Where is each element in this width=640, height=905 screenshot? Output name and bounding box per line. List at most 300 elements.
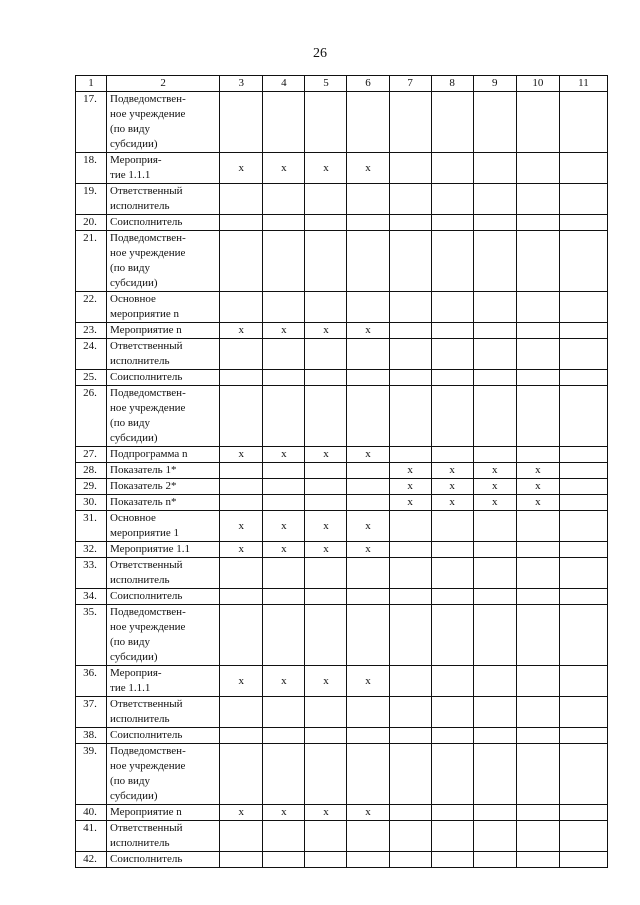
value-cell xyxy=(431,92,473,153)
value-cell: x xyxy=(347,153,389,184)
value-cell xyxy=(263,558,305,589)
value-cell xyxy=(431,511,473,542)
table-row xyxy=(76,92,608,153)
row-number: 36. xyxy=(76,666,107,697)
value-cell xyxy=(347,292,389,323)
table-row xyxy=(76,479,608,495)
value-cell xyxy=(220,215,263,231)
value-cell: x xyxy=(473,479,516,495)
value-cell xyxy=(473,542,516,558)
value-cell xyxy=(263,697,305,728)
column-header: 6 xyxy=(347,76,389,92)
value-cell xyxy=(559,511,607,542)
value-cell xyxy=(516,821,559,852)
value-cell: x xyxy=(305,666,347,697)
value-cell xyxy=(559,231,607,292)
row-name: Мероприя- тие 1.1.1 xyxy=(107,153,220,184)
value-cell xyxy=(431,852,473,868)
column-header: 9 xyxy=(473,76,516,92)
value-cell xyxy=(389,697,431,728)
row-number: 30. xyxy=(76,495,107,511)
row-name: Показатель 2* xyxy=(107,479,220,495)
table-body xyxy=(76,76,608,868)
value-cell xyxy=(431,605,473,666)
row-name: Показатель 1* xyxy=(107,463,220,479)
row-number: 24. xyxy=(76,339,107,370)
table-row xyxy=(76,292,608,323)
value-cell: x xyxy=(305,323,347,339)
value-cell xyxy=(389,728,431,744)
value-cell: x xyxy=(263,447,305,463)
column-header: 7 xyxy=(389,76,431,92)
value-cell xyxy=(473,805,516,821)
value-cell: x xyxy=(220,805,263,821)
value-cell: x xyxy=(389,495,431,511)
value-cell xyxy=(347,463,389,479)
value-cell xyxy=(305,339,347,370)
value-cell: x xyxy=(389,479,431,495)
value-cell xyxy=(305,231,347,292)
table-row xyxy=(76,231,608,292)
value-cell xyxy=(220,558,263,589)
value-cell xyxy=(473,728,516,744)
row-number: 29. xyxy=(76,479,107,495)
table-row xyxy=(76,323,608,339)
table-row xyxy=(76,589,608,605)
value-cell xyxy=(559,852,607,868)
value-cell xyxy=(473,511,516,542)
value-cell xyxy=(263,370,305,386)
value-cell xyxy=(263,479,305,495)
value-cell xyxy=(389,339,431,370)
value-cell xyxy=(347,215,389,231)
row-number: 21. xyxy=(76,231,107,292)
row-number: 27. xyxy=(76,447,107,463)
value-cell xyxy=(263,215,305,231)
column-header: 11 xyxy=(559,76,607,92)
header-row xyxy=(76,76,608,92)
row-number: 23. xyxy=(76,323,107,339)
value-cell xyxy=(559,744,607,805)
row-name: Подведомствен- ное учреждение (по виду субсидии) xyxy=(107,231,220,292)
row-number: 41. xyxy=(76,821,107,852)
table-row xyxy=(76,184,608,215)
value-cell xyxy=(347,479,389,495)
value-cell xyxy=(347,728,389,744)
value-cell xyxy=(263,495,305,511)
value-cell: x xyxy=(263,153,305,184)
value-cell xyxy=(431,589,473,605)
table-row xyxy=(76,852,608,868)
value-cell xyxy=(389,542,431,558)
value-cell xyxy=(473,292,516,323)
value-cell xyxy=(516,184,559,215)
row-name: Соисполнитель xyxy=(107,852,220,868)
row-name: Ответственный исполнитель xyxy=(107,184,220,215)
value-cell xyxy=(559,386,607,447)
column-header: 5 xyxy=(305,76,347,92)
table-row xyxy=(76,728,608,744)
value-cell xyxy=(473,744,516,805)
column-header: 10 xyxy=(516,76,559,92)
value-cell xyxy=(559,153,607,184)
table-row xyxy=(76,339,608,370)
value-cell xyxy=(559,589,607,605)
value-cell xyxy=(305,697,347,728)
row-name: Подведомствен- ное учреждение (по виду субсидии) xyxy=(107,386,220,447)
table-row xyxy=(76,447,608,463)
value-cell xyxy=(305,463,347,479)
value-cell xyxy=(263,386,305,447)
row-name: Подведомствен- ное учреждение (по виду субсидии) xyxy=(107,744,220,805)
value-cell xyxy=(559,697,607,728)
value-cell xyxy=(473,215,516,231)
value-cell xyxy=(431,386,473,447)
value-cell xyxy=(305,589,347,605)
table-row xyxy=(76,666,608,697)
value-cell xyxy=(516,744,559,805)
value-cell xyxy=(559,370,607,386)
row-number: 40. xyxy=(76,805,107,821)
row-name: Соисполнитель xyxy=(107,370,220,386)
value-cell: x xyxy=(347,447,389,463)
value-cell xyxy=(516,852,559,868)
table-row xyxy=(76,744,608,805)
row-number: 38. xyxy=(76,728,107,744)
value-cell xyxy=(516,589,559,605)
value-cell xyxy=(431,697,473,728)
row-number: 19. xyxy=(76,184,107,215)
column-header: 1 xyxy=(76,76,107,92)
value-cell xyxy=(431,447,473,463)
value-cell xyxy=(559,558,607,589)
value-cell: x xyxy=(220,153,263,184)
value-cell xyxy=(559,292,607,323)
value-cell xyxy=(220,728,263,744)
value-cell xyxy=(347,184,389,215)
row-number: 33. xyxy=(76,558,107,589)
value-cell xyxy=(473,339,516,370)
value-cell xyxy=(220,495,263,511)
value-cell xyxy=(305,495,347,511)
value-cell xyxy=(516,697,559,728)
value-cell xyxy=(431,292,473,323)
value-cell xyxy=(389,821,431,852)
value-cell xyxy=(559,666,607,697)
value-cell xyxy=(305,370,347,386)
value-cell: x xyxy=(220,542,263,558)
value-cell xyxy=(473,821,516,852)
table-row xyxy=(76,558,608,589)
table-row xyxy=(76,821,608,852)
row-name: Подпрограмма n xyxy=(107,447,220,463)
value-cell: x xyxy=(263,666,305,697)
value-cell xyxy=(431,184,473,215)
table-row xyxy=(76,215,608,231)
row-name: Подведомствен- ное учреждение (по виду субсидии) xyxy=(107,92,220,153)
value-cell xyxy=(559,728,607,744)
value-cell xyxy=(305,184,347,215)
value-cell xyxy=(347,697,389,728)
value-cell xyxy=(263,463,305,479)
value-cell xyxy=(516,558,559,589)
row-name: Основное мероприятие 1 xyxy=(107,511,220,542)
row-name: Мероприятие n xyxy=(107,805,220,821)
value-cell xyxy=(305,852,347,868)
value-cell: x xyxy=(516,463,559,479)
value-cell xyxy=(431,153,473,184)
value-cell xyxy=(431,542,473,558)
value-cell xyxy=(559,479,607,495)
value-cell xyxy=(516,153,559,184)
value-cell: x xyxy=(347,666,389,697)
value-cell xyxy=(516,605,559,666)
value-cell xyxy=(305,479,347,495)
row-number: 17. xyxy=(76,92,107,153)
value-cell xyxy=(347,589,389,605)
value-cell: x xyxy=(305,511,347,542)
value-cell xyxy=(516,511,559,542)
value-cell: x xyxy=(347,805,389,821)
value-cell xyxy=(473,184,516,215)
row-number: 37. xyxy=(76,697,107,728)
column-header: 3 xyxy=(220,76,263,92)
value-cell xyxy=(389,447,431,463)
value-cell xyxy=(473,852,516,868)
value-cell xyxy=(516,292,559,323)
value-cell xyxy=(220,605,263,666)
value-cell xyxy=(473,323,516,339)
value-cell xyxy=(305,728,347,744)
value-cell xyxy=(559,463,607,479)
value-cell xyxy=(431,666,473,697)
value-cell: x xyxy=(305,542,347,558)
value-cell xyxy=(516,215,559,231)
value-cell xyxy=(305,292,347,323)
value-cell xyxy=(263,92,305,153)
value-cell xyxy=(263,184,305,215)
program-table xyxy=(75,75,608,868)
value-cell xyxy=(559,215,607,231)
value-cell xyxy=(263,339,305,370)
value-cell xyxy=(516,339,559,370)
value-cell: x xyxy=(263,511,305,542)
row-name: Мероприя- тие 1.1.1 xyxy=(107,666,220,697)
value-cell: x xyxy=(431,463,473,479)
value-cell xyxy=(516,231,559,292)
value-cell xyxy=(389,323,431,339)
table-row xyxy=(76,495,608,511)
value-cell xyxy=(559,495,607,511)
value-cell xyxy=(559,323,607,339)
value-cell xyxy=(516,728,559,744)
value-cell xyxy=(263,605,305,666)
value-cell xyxy=(347,370,389,386)
value-cell: x xyxy=(220,666,263,697)
row-number: 18. xyxy=(76,153,107,184)
page-number: 26 xyxy=(313,46,327,61)
row-name: Показатель n* xyxy=(107,495,220,511)
row-name: Мероприятие 1.1 xyxy=(107,542,220,558)
value-cell xyxy=(473,231,516,292)
value-cell xyxy=(473,697,516,728)
value-cell xyxy=(431,323,473,339)
value-cell xyxy=(389,292,431,323)
value-cell xyxy=(431,744,473,805)
value-cell xyxy=(559,92,607,153)
column-header: 4 xyxy=(263,76,305,92)
value-cell xyxy=(347,821,389,852)
value-cell: x xyxy=(347,511,389,542)
value-cell: x xyxy=(220,323,263,339)
table-row xyxy=(76,697,608,728)
value-cell xyxy=(305,744,347,805)
value-cell xyxy=(220,184,263,215)
row-name: Ответственный исполнитель xyxy=(107,339,220,370)
value-cell xyxy=(220,589,263,605)
row-number: 31. xyxy=(76,511,107,542)
value-cell xyxy=(220,339,263,370)
value-cell xyxy=(389,744,431,805)
value-cell xyxy=(389,605,431,666)
value-cell xyxy=(347,605,389,666)
row-name: Соисполнитель xyxy=(107,589,220,605)
value-cell xyxy=(220,697,263,728)
value-cell xyxy=(473,370,516,386)
table-row xyxy=(76,605,608,666)
value-cell xyxy=(431,821,473,852)
value-cell: x xyxy=(389,463,431,479)
row-number: 20. xyxy=(76,215,107,231)
value-cell xyxy=(389,558,431,589)
value-cell xyxy=(559,821,607,852)
row-name: Подведомствен- ное учреждение (по виду субсидии) xyxy=(107,605,220,666)
row-number: 25. xyxy=(76,370,107,386)
value-cell xyxy=(473,666,516,697)
value-cell xyxy=(431,231,473,292)
value-cell xyxy=(431,805,473,821)
value-cell: x xyxy=(516,495,559,511)
value-cell xyxy=(347,558,389,589)
value-cell xyxy=(389,666,431,697)
row-name: Ответственный исполнитель xyxy=(107,697,220,728)
value-cell xyxy=(220,386,263,447)
value-cell xyxy=(389,231,431,292)
row-name: Мероприятие n xyxy=(107,323,220,339)
value-cell xyxy=(516,386,559,447)
value-cell xyxy=(305,558,347,589)
value-cell xyxy=(473,386,516,447)
table-row xyxy=(76,805,608,821)
value-cell xyxy=(263,292,305,323)
value-cell xyxy=(220,744,263,805)
row-name: Соисполнитель xyxy=(107,728,220,744)
value-cell xyxy=(263,231,305,292)
value-cell xyxy=(347,339,389,370)
value-cell xyxy=(263,821,305,852)
value-cell xyxy=(559,184,607,215)
value-cell xyxy=(431,728,473,744)
value-cell xyxy=(431,215,473,231)
value-cell xyxy=(559,447,607,463)
value-cell: x xyxy=(473,495,516,511)
value-cell: x xyxy=(305,153,347,184)
value-cell xyxy=(389,589,431,605)
value-cell xyxy=(263,728,305,744)
value-cell xyxy=(389,805,431,821)
value-cell xyxy=(305,605,347,666)
value-cell xyxy=(516,323,559,339)
value-cell xyxy=(220,370,263,386)
value-cell: x xyxy=(516,479,559,495)
value-cell xyxy=(516,805,559,821)
value-cell xyxy=(220,292,263,323)
value-cell xyxy=(220,92,263,153)
value-cell xyxy=(389,511,431,542)
value-cell xyxy=(473,605,516,666)
value-cell xyxy=(516,92,559,153)
value-cell: x xyxy=(263,323,305,339)
value-cell xyxy=(516,447,559,463)
value-cell: x xyxy=(220,447,263,463)
value-cell xyxy=(516,542,559,558)
value-cell: x xyxy=(305,447,347,463)
value-cell xyxy=(305,215,347,231)
value-cell xyxy=(220,479,263,495)
value-cell: x xyxy=(473,463,516,479)
value-cell xyxy=(347,852,389,868)
value-cell xyxy=(220,852,263,868)
value-cell xyxy=(516,370,559,386)
table-row xyxy=(76,386,608,447)
value-cell xyxy=(263,589,305,605)
value-cell xyxy=(473,558,516,589)
value-cell xyxy=(516,666,559,697)
value-cell xyxy=(389,153,431,184)
value-cell xyxy=(347,92,389,153)
row-number: 34. xyxy=(76,589,107,605)
value-cell xyxy=(431,558,473,589)
row-name: Основное мероприятие n xyxy=(107,292,220,323)
row-number: 26. xyxy=(76,386,107,447)
value-cell xyxy=(263,744,305,805)
row-name: Соисполнитель xyxy=(107,215,220,231)
table-row xyxy=(76,511,608,542)
value-cell xyxy=(220,463,263,479)
value-cell xyxy=(389,386,431,447)
value-cell xyxy=(389,184,431,215)
value-cell xyxy=(347,231,389,292)
value-cell xyxy=(389,852,431,868)
value-cell xyxy=(305,92,347,153)
value-cell: x xyxy=(431,479,473,495)
value-cell xyxy=(431,339,473,370)
value-cell xyxy=(559,339,607,370)
value-cell xyxy=(559,542,607,558)
row-number: 39. xyxy=(76,744,107,805)
value-cell xyxy=(305,386,347,447)
value-cell xyxy=(559,605,607,666)
row-number: 28. xyxy=(76,463,107,479)
row-name: Ответственный исполнитель xyxy=(107,821,220,852)
value-cell xyxy=(220,821,263,852)
value-cell xyxy=(431,370,473,386)
value-cell xyxy=(347,744,389,805)
value-cell xyxy=(389,215,431,231)
value-cell xyxy=(305,821,347,852)
row-number: 22. xyxy=(76,292,107,323)
value-cell xyxy=(473,153,516,184)
